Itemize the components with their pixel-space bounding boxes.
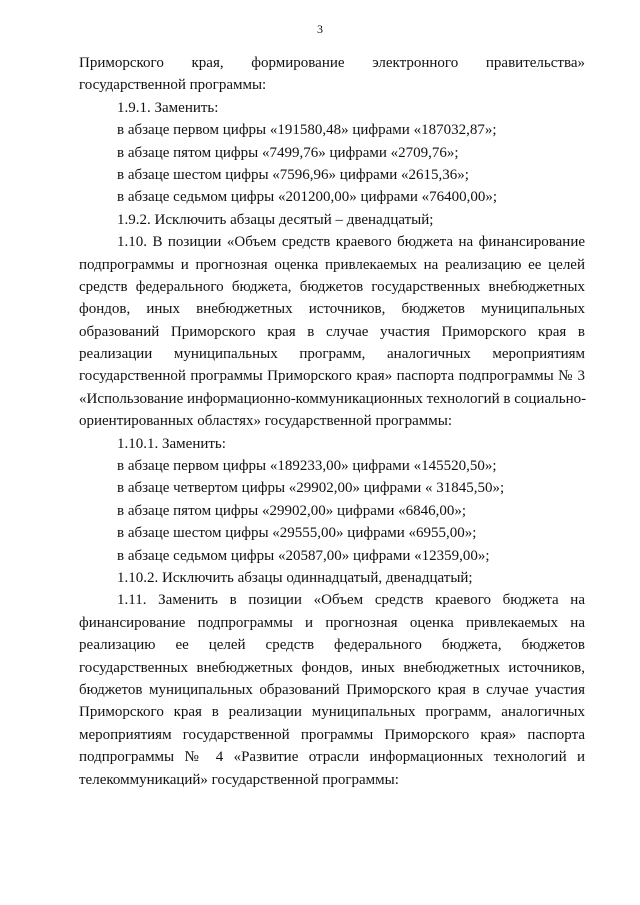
text-line: подпрограммы и прогнозная оценка привлекаемых на реализацию ее целей: [79, 256, 585, 273]
text-line: реализацию ее целей средств федерального бюджета, бюджетов: [79, 637, 585, 654]
text-line: реализации муниципальных программ, аналогичных мероприятиям: [79, 346, 585, 363]
text-line: средств федерального бюджета, бюджетов государственных внебюджетных: [79, 278, 585, 295]
text-line: государственных внебюджетных фондов, иных внебюджетных источников,: [79, 659, 585, 676]
text-line: в абзаце четвертом цифры «29902,00» цифрами « 31845,50»;: [117, 480, 505, 497]
text-line: фондов, иных внебюджетных источников, бюджетов муниципальных: [79, 301, 585, 318]
text-line: в абзаце первом цифры «189233,00» цифрами «145520,50»;: [117, 458, 497, 475]
text-line: 1.10.1. Заменить:: [117, 435, 226, 452]
text-line: 1.9.1. Заменить:: [117, 99, 219, 116]
text-line: в абзаце пятом цифры «7499,76» цифрами «2709,76»;: [117, 144, 459, 161]
text-line: Приморского края, формирование электронного правительства»: [79, 55, 585, 71]
text-line: 1.11. Заменить в позиции «Объем средств краевого бюджета на: [117, 592, 585, 609]
text-line: 1.10. В позиции «Объем средств краевого бюджета на финансирование: [117, 234, 585, 251]
text-line: в абзаце седьмом цифры «201200,00» цифрами «76400,00»;: [117, 189, 498, 206]
text-line: в абзаце шестом цифры «29555,00» цифрами «6955,00»;: [117, 525, 477, 542]
text-line: «Использование информационно-коммуникационных технологий в социально-: [79, 390, 587, 407]
text-line: государственной программы Приморского края» паспорта подпрограммы № 3: [79, 368, 585, 385]
text-line: финансирование подпрограммы и прогнозная оценка привлекаемых на: [79, 614, 585, 631]
text-line: ориентированных областях» государственной программы:: [79, 413, 453, 430]
document-body: [79, 52, 585, 791]
text-line: государственной программы:: [79, 77, 267, 94]
text-line: образований Приморского края в случае участия Приморского края в: [79, 323, 585, 340]
text-line: Приморского края в реализации муниципальных программ, аналогичных: [79, 704, 585, 721]
text-line: в абзаце седьмом цифры «20587,00» цифрами «12359,00»;: [117, 547, 490, 564]
text-line: телекоммуникаций» государственной программы:: [79, 771, 399, 788]
text-line: 1.9.2. Исключить абзацы десятый – двенадцатый;: [117, 211, 434, 228]
text-line: 1.10.2. Исключить абзацы одиннадцатый, двенадцатый;: [117, 569, 473, 586]
text-line: в абзаце пятом цифры «29902,00» цифрами «6846,00»;: [117, 502, 467, 519]
text-line: в абзаце первом цифры «191580,48» цифрами «187032,87»;: [117, 122, 497, 139]
page-number: 3: [317, 22, 323, 36]
text-line: подпрограммы № 4 «Развитие отрасли информационных технологий и: [79, 749, 585, 766]
text-line: в абзаце шестом цифры «7596,96» цифрами «2615,36»;: [117, 166, 469, 183]
text-line: мероприятиям государственной программы Приморского края» паспорта: [79, 726, 585, 743]
text-line: бюджетов муниципальных образований Приморского края в случае участия: [79, 681, 585, 698]
